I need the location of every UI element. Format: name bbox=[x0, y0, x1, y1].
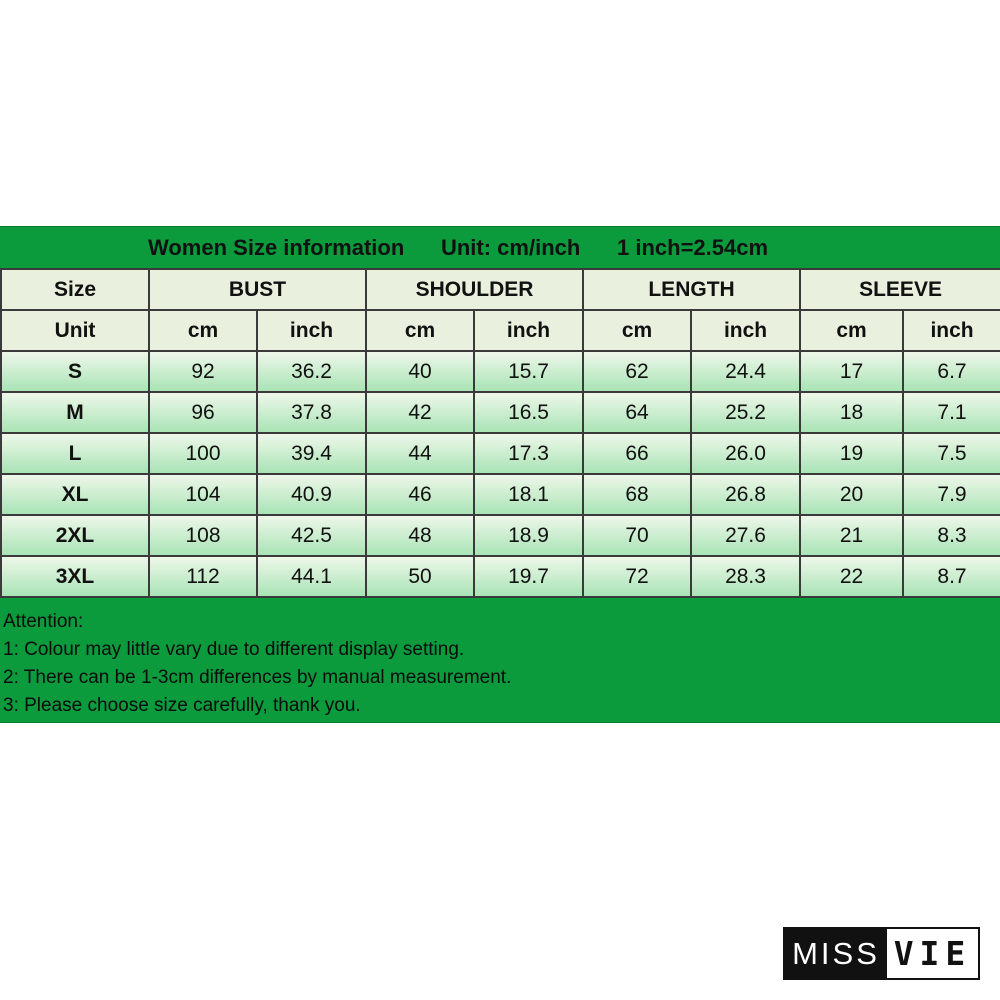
sleeve-header: SLEEVE bbox=[800, 269, 1000, 310]
value-cell: 112 bbox=[149, 556, 257, 597]
chart-title: Women Size information bbox=[148, 234, 405, 260]
value-cell: 17.3 bbox=[474, 433, 583, 474]
value-cell: 28.3 bbox=[691, 556, 800, 597]
value-cell: 18.9 bbox=[474, 515, 583, 556]
notes-heading: Attention: bbox=[3, 611, 84, 632]
value-cell: 6.7 bbox=[903, 351, 1000, 392]
table-row bbox=[1, 351, 1000, 392]
table-row bbox=[1, 392, 1000, 433]
size-cell: L bbox=[1, 433, 149, 474]
header-row-units bbox=[1, 310, 1000, 351]
value-cell: 21 bbox=[800, 515, 903, 556]
table-row bbox=[1, 433, 1000, 474]
value-cell: 18 bbox=[800, 392, 903, 433]
value-cell: 72 bbox=[583, 556, 691, 597]
value-cell: 18.1 bbox=[474, 474, 583, 515]
logo-left: MISS bbox=[785, 929, 887, 978]
bust-header: BUST bbox=[149, 269, 366, 310]
value-cell: 27.6 bbox=[691, 515, 800, 556]
value-cell: 24.4 bbox=[691, 351, 800, 392]
value-cell: 20 bbox=[800, 474, 903, 515]
title-bar bbox=[0, 226, 1000, 268]
unit-cell: inch bbox=[257, 310, 366, 351]
note-item: 2: There can be 1-3cm differences by manual measurement. bbox=[3, 667, 512, 688]
value-cell: 44 bbox=[366, 433, 474, 474]
value-cell: 36.2 bbox=[257, 351, 366, 392]
value-cell: 15.7 bbox=[474, 351, 583, 392]
value-cell: 42 bbox=[366, 392, 474, 433]
note-item: 1: Colour may little vary due to different display setting. bbox=[3, 639, 465, 660]
value-cell: 104 bbox=[149, 474, 257, 515]
value-cell: 70 bbox=[583, 515, 691, 556]
unit-cell: inch bbox=[903, 310, 1000, 351]
value-cell: 25.2 bbox=[691, 392, 800, 433]
value-cell: 8.3 bbox=[903, 515, 1000, 556]
size-table bbox=[0, 268, 1000, 598]
value-cell: 96 bbox=[149, 392, 257, 433]
unit-header: Unit bbox=[1, 310, 149, 351]
unit-info: Unit: cm/inch bbox=[440, 234, 581, 260]
value-cell: 42.5 bbox=[257, 515, 366, 556]
conversion-info: 1 inch=2.54cm bbox=[617, 234, 769, 260]
brand-logo bbox=[783, 927, 980, 980]
value-cell: 39.4 bbox=[257, 433, 366, 474]
value-cell: 7.1 bbox=[903, 392, 1000, 433]
value-cell: 17 bbox=[800, 351, 903, 392]
value-cell: 7.9 bbox=[903, 474, 1000, 515]
value-cell: 48 bbox=[366, 515, 474, 556]
value-cell: 7.5 bbox=[903, 433, 1000, 474]
value-cell: 8.7 bbox=[903, 556, 1000, 597]
value-cell: 26.8 bbox=[691, 474, 800, 515]
value-cell: 66 bbox=[583, 433, 691, 474]
size-cell: S bbox=[1, 351, 149, 392]
shoulder-header: SHOULDER bbox=[366, 269, 583, 310]
unit-cell: inch bbox=[691, 310, 800, 351]
value-cell: 19.7 bbox=[474, 556, 583, 597]
header-row-groups bbox=[1, 269, 1000, 310]
size-header: Size bbox=[1, 269, 149, 310]
logo-right: VIE bbox=[893, 934, 972, 973]
value-cell: 50 bbox=[366, 556, 474, 597]
unit-cell: cm bbox=[583, 310, 691, 351]
value-cell: 40.9 bbox=[257, 474, 366, 515]
value-cell: 40 bbox=[366, 351, 474, 392]
unit-cell: cm bbox=[800, 310, 903, 351]
value-cell: 37.8 bbox=[257, 392, 366, 433]
value-cell: 62 bbox=[583, 351, 691, 392]
value-cell: 108 bbox=[149, 515, 257, 556]
table-row bbox=[1, 556, 1000, 597]
unit-cell: cm bbox=[366, 310, 474, 351]
unit-cell: inch bbox=[474, 310, 583, 351]
size-cell: XL bbox=[1, 474, 149, 515]
size-cell: 2XL bbox=[1, 515, 149, 556]
table-row bbox=[1, 515, 1000, 556]
value-cell: 44.1 bbox=[257, 556, 366, 597]
value-cell: 26.0 bbox=[691, 433, 800, 474]
value-cell: 100 bbox=[149, 433, 257, 474]
table-row bbox=[1, 474, 1000, 515]
note-item: 3: Please choose size carefully, thank you. bbox=[3, 695, 361, 716]
size-cell: 3XL bbox=[1, 556, 149, 597]
value-cell: 46 bbox=[366, 474, 474, 515]
value-cell: 92 bbox=[149, 351, 257, 392]
attention-notes bbox=[0, 598, 1000, 723]
value-cell: 64 bbox=[583, 392, 691, 433]
size-cell: M bbox=[1, 392, 149, 433]
value-cell: 16.5 bbox=[474, 392, 583, 433]
length-header: LENGTH bbox=[583, 269, 800, 310]
size-chart bbox=[0, 226, 1000, 723]
value-cell: 22 bbox=[800, 556, 903, 597]
value-cell: 68 bbox=[583, 474, 691, 515]
unit-cell: cm bbox=[149, 310, 257, 351]
value-cell: 19 bbox=[800, 433, 903, 474]
